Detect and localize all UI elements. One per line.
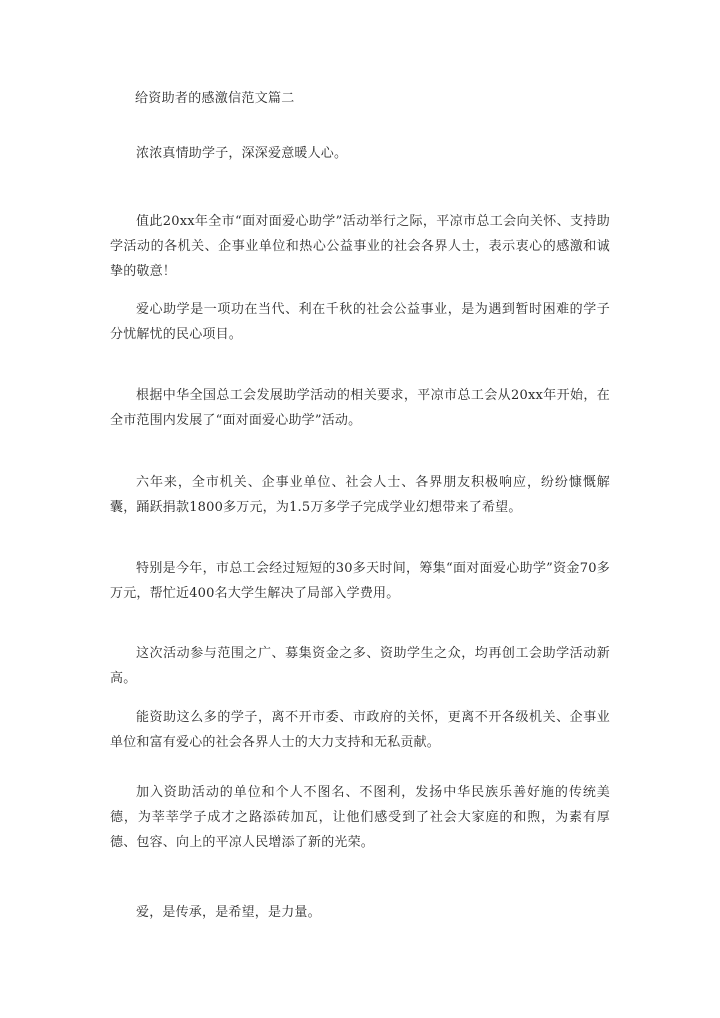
paragraph-10: 爱，是传承，是希望，是力量。 (136, 905, 321, 920)
paragraph-5: 六年来，全市机关、企事业单位、社会人士、各界朋友积极响应，纷纷慷慨解囊，踊跃捐款1800多万元，为1.5万多学子完成学业幻想带来了希望。 (110, 475, 610, 515)
paragraph-1: 浓浓真情助学子，深深爱意暖人心。 (136, 146, 348, 161)
document-title: 给资助者的感激信范文篇二 (135, 91, 295, 106)
paragraph-4: 根据中华全国总工会发展助学活动的相关要求，平凉市总工会从20xx年开始，在全市范围内发展了“面对面爱心助学”活动。 (110, 388, 610, 428)
paragraph-9: 加入资助活动的单位和个人不图名、不图利，发扬中华民族乐善好施的传统美德，为莘莘学子成才之路添砖加瓦，让他们感受到了社会大家庭的和煦，为素有厚德、包容、向上的平凉人民增添了新的光荣。 (110, 785, 610, 850)
paragraph-3: 爱心助学是一项功在当代、利在千秋的社会公益事业，是为遇到暂时困难的学子分忧解忧的民心项目。 (110, 302, 610, 342)
paragraph-2: 值此20xx年全市“面对面爱心助学”活动举行之际，平凉市总工会向关怀、支持助学活动的各机关、企事业单位和热心公益事业的社会各界人士，表示衷心的感激和诚挚的敬意！ (110, 214, 610, 279)
paragraph-7: 这次活动参与范围之广、募集资金之多、资助学生之众，均再创工会助学活动新高。 (110, 646, 610, 686)
paragraph-8: 能资助这么多的学子，离不开市委、市政府的关怀，更离不开各级机关、企事业单位和富有爱心的社会各界人士的大力支持和无私贡献。 (110, 710, 610, 750)
paragraph-6: 特别是今年，市总工会经过短短的30多天时间，筹集“面对面爱心助学”资金70多万元，帮忙近400名大学生解决了局部入学费用。 (110, 561, 610, 601)
